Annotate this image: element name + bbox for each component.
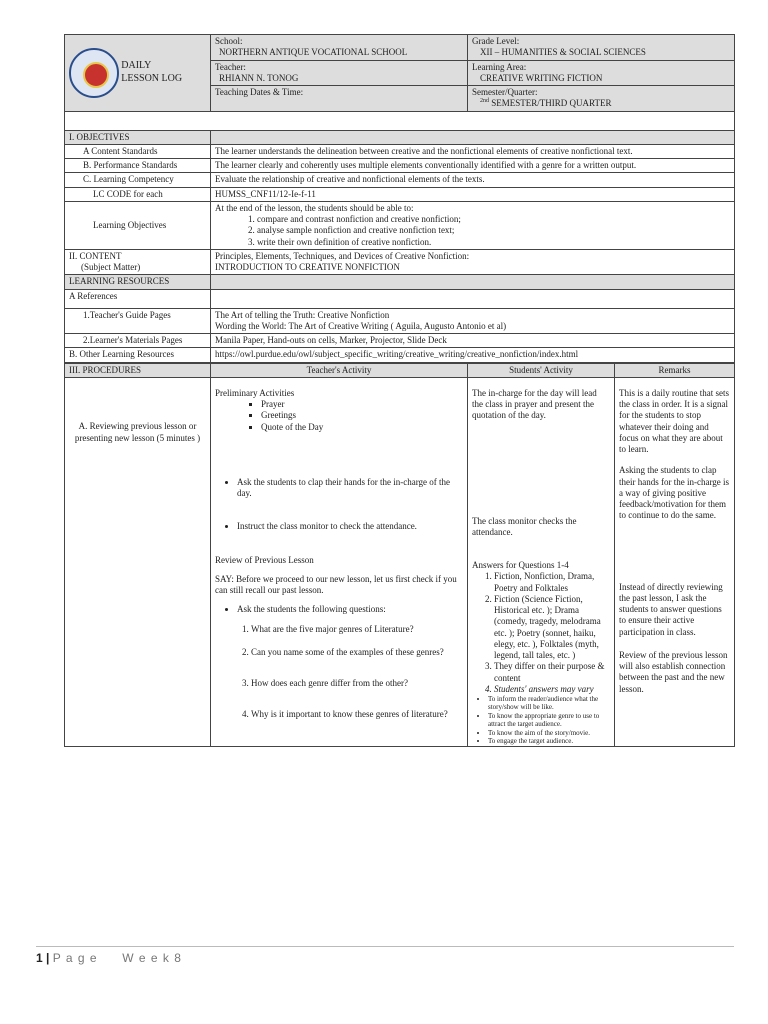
answers-bullets xyxy=(472,695,610,745)
content-label: II. CONTENT (Subject Matter) xyxy=(65,249,211,275)
page-footer: 1 | P a g e W e e k 8 xyxy=(36,946,734,965)
list-item: 3. write their own definition of creative nonfiction. xyxy=(257,237,730,248)
deped-seal-logo xyxy=(69,48,119,98)
teacher-cell: Teacher: RHIANN N. TONOG xyxy=(211,60,468,86)
review-title: Review of Previous Lesson xyxy=(215,554,314,565)
students-activity: The in-charge for the day will lead the class in prayer and present the quotation of the day. The class monitor checks the attendance. Answers for Questions 1-4 1. Fiction, Nonfiction, Drama, Poetry and Folktales 2. Fiction (Science Fiction, Historical etc. ); Drama (comedy, tragedy, melodrama etc. ); Poetry (sonnet, haiku, elegy, etc. ), Folktales (myth, legend, tall tales, etc. ) 3. They differ on their purpose & content 4. Students' answers may vary • To inform the reader/audience what the story/show will be like. • To know the appropriate genre to use to attract the target audience. • To know the aim of the story/movie. • To engage the target audience. xyxy=(468,377,615,747)
list-item: 4. Students' answers may vary xyxy=(494,684,610,695)
week-label: W e e k 8 xyxy=(122,951,182,965)
prelim-list xyxy=(215,399,463,433)
learning-competency: Evaluate the relationship of creative and nonfictional elements of the texts. xyxy=(211,173,735,187)
page-number: 1 xyxy=(36,951,43,965)
list-item: 3. How does each genre differ from the other? xyxy=(251,678,463,689)
logo-cell xyxy=(65,35,211,112)
objectives-table: I. OBJECTIVES A Content Standards The learner understands the delineation between creative and the nonfictional elements of creative nonfictional text. B. Performance Standards The learner clearly and coherently uses multiple elements conventionally identified with a genre for a written output. C. Learning Competency Evaluate the relationship of creative and nonfictional elements of the texts. LC CODE for each HUMSS_CNF11/12-Ie-f-11 Learning Objectives At the end of the lesson, the students should be able to: 1. compare and contrast nonfiction and creative nonfiction; 2. analyse sample nonfiction and creative nonfiction text; 3. write their own definition of creative nonfiction. II. CONTENT (Subject Matter) Principles, Elements, Techniques, and Devices of Creative Nonfiction: INTRODUCTION TO CREATIVE NONFICTION LEARNING RESOURCES A References 1.Teacher's Guide Pages The Art of telling the Truth: Creative Nonfiction Wording the World: The Art of Creative Writing ( Aguila, Augusto Antonio et al) 2.Learner's Materials Pages Manila Paper, Hand-outs on cells, Marker, Projector, Slide Deck B. Other Learning Resources https://owl.purdue.edu/owl/subject_specific_writing/creative_writing/creative_nonfiction/index.html xyxy=(64,130,735,363)
list-item: 2. Fiction (Science Fiction, Historical etc. ); Drama (comedy, tragedy, melodrama etc. ); Poetry (sonnet, haiku, elegy, etc. ), Folktales (myth, legend, tall tales, etc. ) xyxy=(494,594,610,662)
resources-heading: LEARNING RESOURCES xyxy=(65,275,211,289)
questions-list xyxy=(215,624,463,721)
grade-cell: Grade Level: XII – HUMANITIES & SOCIAL SCIENCES xyxy=(468,35,735,61)
list-item: 4. Why is it important to know these genres of literature? xyxy=(251,709,463,720)
procedures-heading: III. PROCEDURES xyxy=(65,363,211,377)
say-text: SAY: Before we proceed to our new lesson, let us first check if you can still recall our past lesson. xyxy=(215,573,457,595)
list-item: 3. They differ on their purpose & content xyxy=(494,661,610,684)
col-teacher: Teacher's Activity xyxy=(211,363,468,377)
school-name: NORTHERN ANTIQUE VOCATIONAL SCHOOL xyxy=(219,47,408,58)
list-item: ▪ Prayer xyxy=(261,399,463,410)
learning-area: CREATIVE WRITING FICTION xyxy=(480,72,603,83)
semester-cell: Semester/Quarter: $^{2nd}$ SEMESTER/THIRD QUARTER xyxy=(468,86,735,112)
list-item: ▪ Greetings xyxy=(261,410,463,421)
log-title: DAILY LESSON LOG xyxy=(121,60,183,84)
monitor-instruction: • Instruct the class monitor to check the attendance. xyxy=(237,521,463,532)
remarks: This is a daily routine that sets the class in order. It is a signal for the students to stop whatever their doing and focus on what they are about to learn. Asking the students to clap their hands for the in-charge is a way of giving positive feedback/motivation for them to continue to do the same. Instead of directly reviewing the past lesson, I ask the students to answer questions to ensure their active participation in class. Review of the previous lesson will also establish connection between the past and the new lesson. xyxy=(615,377,735,747)
learning-objectives: At the end of the lesson, the students should be able to: 1. compare and contrast nonfiction and creative nonfiction; 2. analyse sample nonfiction and creative nonfiction text; 3. write their own definition of creative nonfiction. xyxy=(211,201,735,249)
school-cell: School: NORTHERN ANTIQUE VOCATIONAL SCHOOL xyxy=(211,35,468,61)
area-cell: Learning Area: CREATIVE WRITING FICTION xyxy=(468,60,735,86)
ask-instruction: • Ask the students the following questions: xyxy=(237,604,463,615)
answers-list xyxy=(472,571,610,695)
list-item: ▪ Quote of the Day xyxy=(261,422,463,433)
list-item: 1. compare and contrast nonfiction and creative nonfiction; xyxy=(257,214,730,225)
list-item: • To inform the reader/audience what the story/show will be like. xyxy=(488,695,610,712)
col-students: Students' Activity xyxy=(468,363,615,377)
procedures-table xyxy=(64,363,735,748)
list-item: • To know the appropriate genre to use to attract the target audience. xyxy=(488,712,610,729)
answers-title: Answers for Questions 1-4 xyxy=(472,560,569,570)
list-item: • To engage the target audience. xyxy=(488,737,610,745)
clap-instruction: • Ask the students to clap their hands for the in-charge of the day. xyxy=(237,477,463,500)
lesson-log xyxy=(64,34,735,747)
teachers-guide: The Art of telling the Truth: Creative Nonfiction Wording the World: The Art of Creative Writing ( Aguila, Augusto Antonio et al) xyxy=(211,308,735,334)
content-standards: The learner understands the delineation between creative and the nonfictional elements of creative nonfictional text. xyxy=(211,144,735,158)
objectives-list xyxy=(215,214,730,248)
performance-standards: The learner clearly and coherently uses multiple elements conventionally identified with a genre for a written output. xyxy=(211,159,735,173)
learners-materials: Manila Paper, Hand-outs on cells, Marker, Projector, Slide Deck xyxy=(211,334,735,348)
teacher-name: RHIANN N. TONOG xyxy=(219,72,299,83)
header-table xyxy=(64,34,735,112)
lc-code: HUMSS_CNF11/12-Ie-f-11 xyxy=(211,187,735,201)
list-item: 2. analyse sample nonfiction and creative nonfiction text; xyxy=(257,225,730,236)
dates-cell: Teaching Dates & Time: xyxy=(211,86,468,112)
grade-level: XII – HUMANITIES & SOCIAL SCIENCES xyxy=(480,47,646,58)
procedure-row-label: A. Reviewing previous lesson or presenting new lesson (5 minutes ) xyxy=(65,377,211,747)
other-resources-link[interactable]: https://owl.purdue.edu/owl/subject_specific_writing/creative_writing/creative_nonfiction/index.html xyxy=(211,348,735,362)
col-remarks: Remarks xyxy=(615,363,735,377)
list-item: 1. Fiction, Nonfiction, Drama, Poetry and Folktales xyxy=(494,571,610,594)
list-item: 1. What are the five major genres of Literature? xyxy=(251,624,463,635)
objectives-heading: I. OBJECTIVES xyxy=(65,130,211,144)
list-item: 2. Can you name some of the examples of these genres? xyxy=(251,647,463,658)
content-value: Principles, Elements, Techniques, and Devices of Creative Nonfiction: INTRODUCTION TO CREATIVE NONFICTION xyxy=(211,249,735,275)
page-word: P a g e xyxy=(52,951,98,965)
list-item: • To know the aim of the story/movie. xyxy=(488,729,610,737)
teacher-activity: Preliminary Activities ▪ Prayer ▪ Greetings ▪ Quote of the Day • Ask the students to clap their hands for the in-charge of the day. • Instruct the class monitor to check the attendance. Review of Previous Lesson SAY: Before we proceed to our new lesson, let us first check if you can still recall our past lesson. • Ask the students the following questions: 1. What are the five major genres of Literature? 2. Can you name some of the examples of these genres? 3. How does each genre differ from the other? 4. Why is it important to know these genres of literature? xyxy=(211,377,468,747)
semester-value: $^{2nd}$ SEMESTER/THIRD QUARTER xyxy=(480,98,612,109)
